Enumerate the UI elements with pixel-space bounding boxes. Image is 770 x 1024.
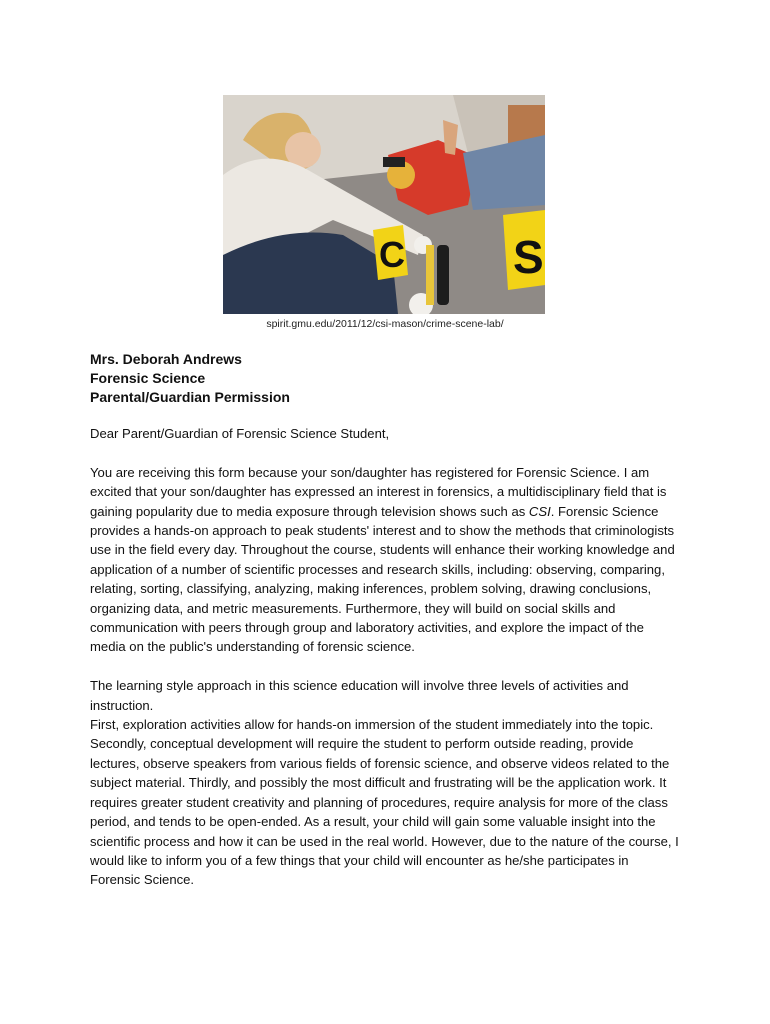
flashlight <box>437 245 449 305</box>
crime-scene-illustration <box>223 95 545 314</box>
mannequin-cap <box>383 157 405 167</box>
paragraph-intro-text-1: You are receiving this form because your son/daughter has registered for Forensic Science. I am excited that your son/daughter has expressed an interest in forensics, a multidisciplinary field that is gaining popularity due to media exposure through television shows such as <box>90 464 667 519</box>
form-title: Parental/Guardian Permission <box>90 388 290 405</box>
paragraph-learning-style: The learning style approach in this science education will involve three levels of activities and instruction. <box>90 678 629 713</box>
letter-header <box>90 350 290 406</box>
photo-caption: spirit.gmu.edu/2011/12/csi-mason/crime-scene-lab/ <box>266 318 504 330</box>
paragraph-intro-text-2: . Forensic Science provides a hands-on approach to peak students' interest and to show the methods that criminologists use in the field every day. Throughout the course, students will enhance their working knowledge and application of a number of scientific processes and research skills, including: observing, comparing, relating, sorting, classifying, analyzing, making inferences, problem solving, drawing conclusions, organizing data, and metric measurements. Furthermore, they will build on social skills and communication with peers through group and laboratory activities, and explore the impact of the media on the public's understanding of forensic science. <box>90 503 675 655</box>
crime-scene-photo <box>223 95 545 314</box>
course-name: Forensic Science <box>90 369 206 386</box>
evidence-marker-c-letter: C <box>379 234 405 275</box>
letter-body <box>90 424 680 890</box>
salutation: Dear Parent/Guardian of Forensic Science Student, <box>90 426 390 441</box>
show-title-csi: CSI <box>528 503 551 519</box>
evidence-marker-s-letter: S <box>513 231 544 283</box>
paragraph-activity-levels: First, exploration activities allow for hands-on immersion of the student immediately into the topic. Secondly, conceptual development will require the student to perform outside reading, provide lectures, observe speakers from various fields of forensic science, and observe videos related to the subject material. Thirdly, and possibly the most difficult and frustrating will be the application work. It requires greater student creativity and planning of procedures, require analysis for more of the class period, and tends to be open-ended. As a result, your child will gain some valuable insight into the scientific process and how it can be used in the real world. However, due to the nature of the course, I would like to inform you of a few things that your child will encounter as he/she participates in Forensic Science. <box>90 717 679 888</box>
teacher-name: Mrs. Deborah Andrews <box>90 351 242 367</box>
paragraph-intro <box>90 463 680 657</box>
evidence-ruler <box>426 245 434 305</box>
